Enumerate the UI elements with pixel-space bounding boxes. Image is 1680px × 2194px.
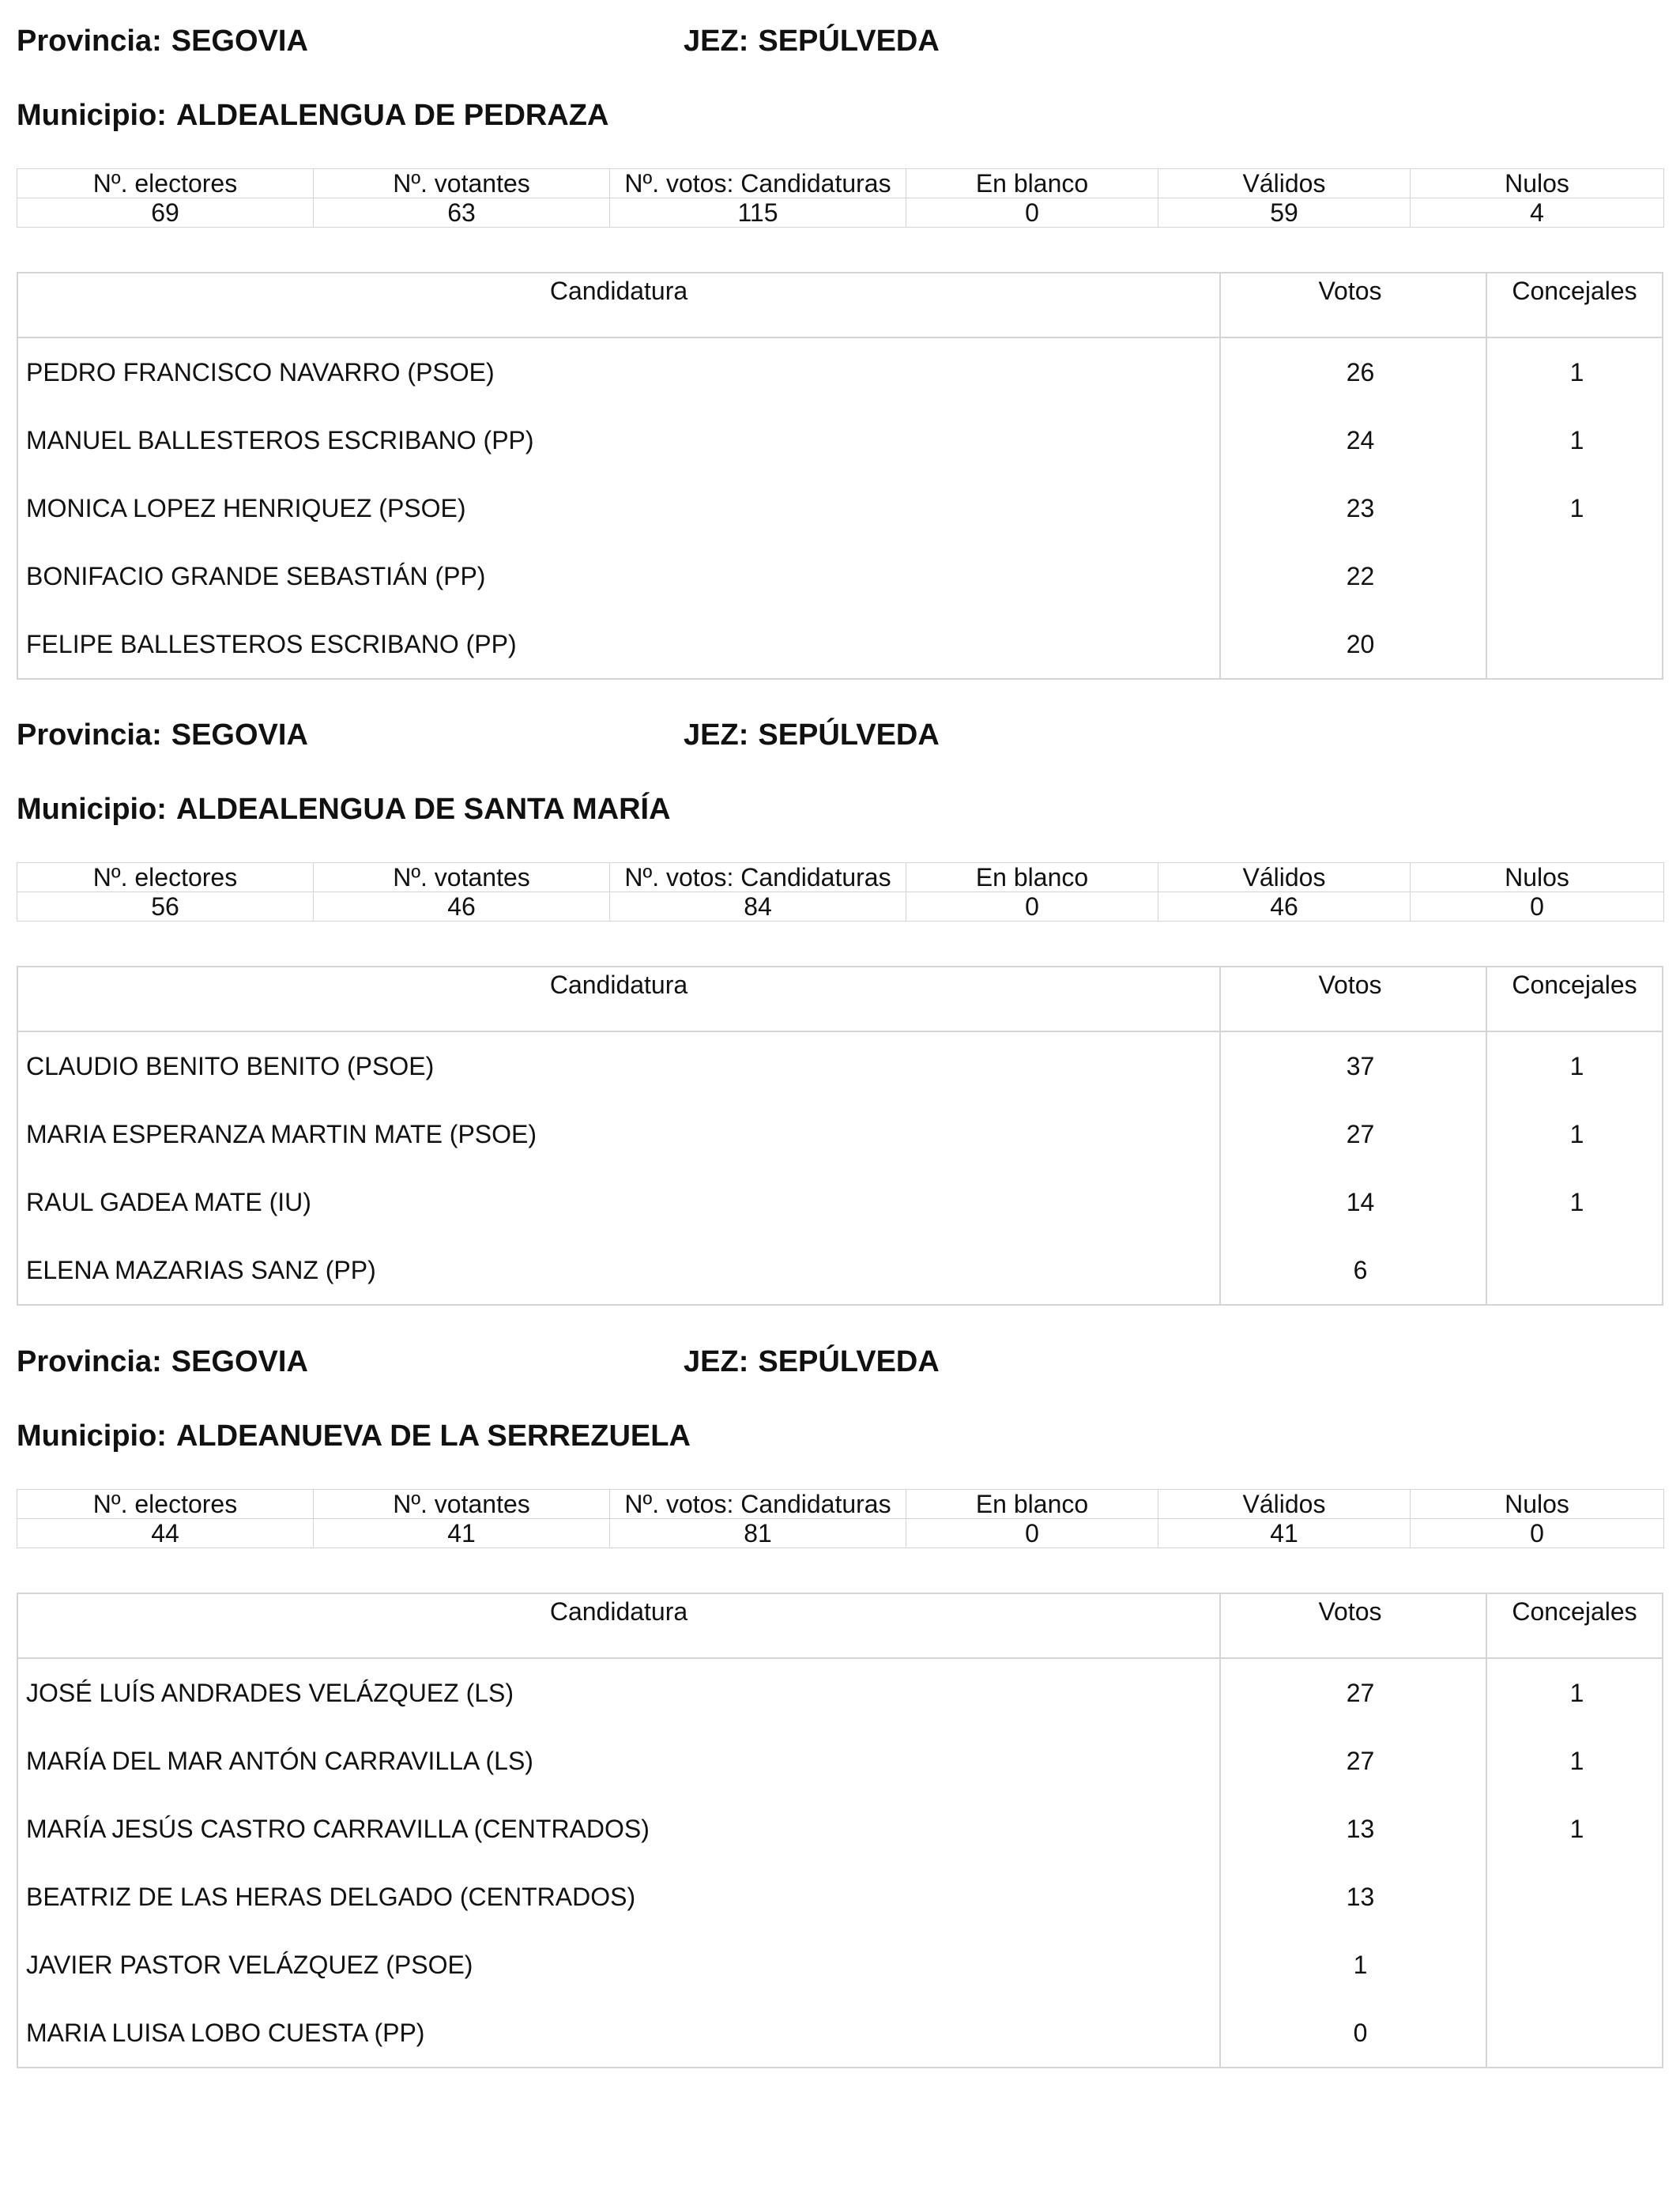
table-row [18, 1999, 1662, 2067]
candidate-concejales: 1 [1569, 426, 1584, 454]
candidate-votos: 23 [1346, 494, 1375, 522]
stat-header: Nº. electores [17, 863, 314, 892]
candidatura-header: Candidatura [549, 971, 688, 999]
jez-label: JEZ: [684, 25, 749, 58]
municipio-value: ALDEANUEVA DE LA SERREZUELA [175, 1419, 691, 1453]
candidate-concejales [1486, 1999, 1662, 2067]
jez-heading [684, 1344, 940, 1379]
stat-value: 81 [610, 1519, 906, 1548]
candidate-votos: 20 [1346, 630, 1375, 658]
table-row [18, 1659, 1662, 1727]
stat-header: Válidos [1158, 169, 1411, 198]
stat-header: Nulos [1411, 1490, 1664, 1519]
candidate-concejales [1486, 610, 1662, 678]
candidate-name: MARIA ESPERANZA MARTIN MATE (PSOE) [26, 1120, 537, 1148]
stats-header-row [17, 169, 1664, 198]
provincia-label: Provincia: [17, 1345, 162, 1378]
candidate-votos: 27 [1346, 1679, 1375, 1707]
stat-header: Nº. votantes [314, 863, 610, 892]
stat-value: 0 [906, 1519, 1158, 1548]
table-row [18, 1100, 1662, 1168]
candidate-name: BONIFACIO GRANDE SEBASTIÁN (PP) [26, 562, 486, 590]
table-row [18, 1032, 1662, 1100]
provincia-heading [17, 24, 308, 58]
stats-header-row [17, 1490, 1664, 1519]
stat-value: 0 [1411, 892, 1664, 922]
jez-heading [684, 718, 940, 752]
provincia-value: SEGOVIA [171, 718, 308, 752]
candidate-name: MARÍA JESÚS CASTRO CARRAVILLA (CENTRADOS) [26, 1815, 650, 1843]
jez-value: SEPÚLVEDA [758, 718, 940, 752]
candidate-votos: 6 [1353, 1256, 1368, 1284]
candidates-table [17, 1593, 1663, 2068]
candidate-concejales: 1 [1569, 494, 1584, 522]
stat-header: Nº. electores [17, 169, 314, 198]
stat-header: Válidos [1158, 863, 1411, 892]
candidate-votos: 13 [1346, 1883, 1375, 1911]
candidate-name: RAUL GADEA MATE (IU) [26, 1188, 311, 1216]
table-row [18, 610, 1662, 678]
table-row [18, 1863, 1662, 1931]
jez-label: JEZ: [684, 1345, 749, 1378]
stat-value: 63 [314, 198, 610, 228]
candidate-name: PEDRO FRANCISCO NAVARRO (PSOE) [26, 358, 495, 386]
jez-value: SEPÚLVEDA [758, 25, 940, 58]
candidatura-header: Candidatura [549, 277, 688, 305]
stat-value: 41 [1158, 1519, 1411, 1548]
stat-header: Nº. votos: Candidaturas [610, 169, 906, 198]
jez-label: JEZ: [684, 718, 749, 752]
municipio-value: ALDEALENGUA DE PEDRAZA [175, 99, 609, 132]
stat-value: 41 [314, 1519, 610, 1548]
candidate-votos: 1 [1353, 1951, 1368, 1979]
candidate-concejales [1486, 1863, 1662, 1931]
candidates-body [18, 1032, 1662, 1304]
municipio-value: ALDEALENGUA DE SANTA MARÍA [175, 793, 671, 826]
candidate-votos: 37 [1346, 1052, 1375, 1080]
votos-header: Votos [1219, 967, 1486, 1031]
candidate-votos: 27 [1346, 1120, 1375, 1148]
provincia-value: SEGOVIA [171, 25, 308, 58]
candidate-votos: 27 [1346, 1747, 1375, 1775]
candidate-name: CLAUDIO BENITO BENITO (PSOE) [26, 1052, 435, 1080]
table-row [18, 406, 1662, 474]
table-row [18, 1168, 1662, 1236]
stat-header: En blanco [906, 169, 1158, 198]
stats-table [17, 1489, 1664, 1548]
provincia-heading [17, 718, 308, 752]
stat-header: Nulos [1411, 863, 1664, 892]
candidates-header [18, 273, 1662, 338]
concejales-header: Concejales [1486, 273, 1662, 337]
stat-header: Válidos [1158, 1490, 1411, 1519]
table-row [18, 1236, 1662, 1304]
municipio-heading [17, 792, 671, 827]
candidate-votos: 22 [1346, 562, 1375, 590]
stat-header: Nº. votos: Candidaturas [610, 1490, 906, 1519]
candidate-votos: 26 [1346, 358, 1375, 386]
candidate-concejales: 1 [1569, 1815, 1584, 1843]
candidates-table [17, 272, 1663, 680]
candidate-name: MARIA LUISA LOBO CUESTA (PP) [26, 2019, 425, 2047]
stats-header-row [17, 863, 1664, 892]
votos-header: Votos [1219, 273, 1486, 337]
stat-header: Nº. votos: Candidaturas [610, 863, 906, 892]
municipio-heading [17, 1419, 691, 1453]
provincia-label: Provincia: [17, 718, 162, 752]
municipio-heading [17, 98, 608, 133]
candidate-concejales: 1 [1569, 1747, 1584, 1775]
stats-table [17, 862, 1664, 922]
table-row [18, 542, 1662, 610]
concejales-header: Concejales [1486, 967, 1662, 1031]
candidate-name: MONICA LOPEZ HENRIQUEZ (PSOE) [26, 494, 466, 522]
stat-header: Nº. votantes [314, 169, 610, 198]
stat-header: Nº. votantes [314, 1490, 610, 1519]
stats-value-row [17, 892, 1664, 922]
candidate-name: ELENA MAZARIAS SANZ (PP) [26, 1256, 376, 1284]
candidate-concejales [1486, 1931, 1662, 1999]
municipio-label: Municipio: [17, 793, 167, 826]
candidate-concejales: 1 [1569, 1120, 1584, 1148]
stat-value: 84 [610, 892, 906, 922]
stat-value: 46 [1158, 892, 1411, 922]
stats-value-row [17, 1519, 1664, 1548]
candidates-table [17, 966, 1663, 1306]
jez-heading [684, 24, 940, 58]
candidate-name: JOSÉ LUÍS ANDRADES VELÁZQUEZ (LS) [26, 1679, 514, 1707]
provincia-heading [17, 1344, 308, 1379]
candidate-votos: 0 [1353, 2019, 1368, 2047]
table-row [18, 338, 1662, 406]
candidate-concejales [1486, 542, 1662, 610]
jez-value: SEPÚLVEDA [758, 1345, 940, 1378]
stat-value: 4 [1411, 198, 1664, 228]
candidate-votos: 13 [1346, 1815, 1375, 1843]
stat-header: Nº. electores [17, 1490, 314, 1519]
stat-value: 69 [17, 198, 314, 228]
concejales-header: Concejales [1486, 1594, 1662, 1657]
table-row [18, 1931, 1662, 1999]
candidate-concejales: 1 [1569, 1188, 1584, 1216]
stat-value: 44 [17, 1519, 314, 1548]
candidatura-header: Candidatura [549, 1597, 688, 1626]
provincia-value: SEGOVIA [171, 1345, 308, 1378]
candidates-header [18, 967, 1662, 1032]
stat-header: En blanco [906, 1490, 1158, 1519]
municipio-label: Municipio: [17, 1419, 167, 1453]
stat-value: 46 [314, 892, 610, 922]
table-row [18, 1795, 1662, 1863]
table-row [18, 474, 1662, 542]
candidate-name: FELIPE BALLESTEROS ESCRIBANO (PP) [26, 630, 517, 658]
votos-header: Votos [1219, 1594, 1486, 1657]
candidate-name: MARÍA DEL MAR ANTÓN CARRAVILLA (LS) [26, 1747, 533, 1775]
candidate-name: MANUEL BALLESTEROS ESCRIBANO (PP) [26, 426, 534, 454]
stat-value: 59 [1158, 198, 1411, 228]
stat-value: 56 [17, 892, 314, 922]
stat-value: 115 [610, 198, 906, 228]
candidate-concejales: 1 [1569, 1679, 1584, 1707]
candidate-name: BEATRIZ DE LAS HERAS DELGADO (CENTRADOS) [26, 1883, 636, 1911]
candidate-concejales: 1 [1569, 358, 1584, 386]
stats-table [17, 168, 1664, 228]
stat-header: Nulos [1411, 169, 1664, 198]
table-row [18, 1727, 1662, 1795]
candidate-votos: 14 [1346, 1188, 1375, 1216]
stat-value: 0 [906, 892, 1158, 922]
candidate-concejales [1486, 1236, 1662, 1304]
candidates-header [18, 1594, 1662, 1659]
candidate-votos: 24 [1346, 426, 1375, 454]
candidate-name: JAVIER PASTOR VELÁZQUEZ (PSOE) [26, 1951, 473, 1979]
stats-value-row [17, 198, 1664, 228]
candidate-concejales: 1 [1569, 1052, 1584, 1080]
municipio-label: Municipio: [17, 99, 167, 132]
stat-value: 0 [1411, 1519, 1664, 1548]
candidates-body [18, 338, 1662, 678]
stat-header: En blanco [906, 863, 1158, 892]
stat-value: 0 [906, 198, 1158, 228]
candidates-body [18, 1659, 1662, 2067]
provincia-label: Provincia: [17, 25, 162, 58]
